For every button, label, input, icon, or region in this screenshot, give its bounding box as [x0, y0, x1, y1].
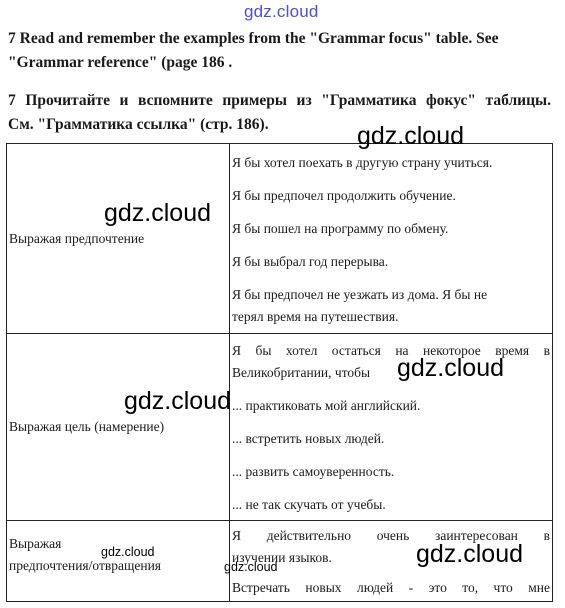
row-label-line-2: предпочтения/отвращения [9, 558, 162, 573]
task-russian-line-2: См. "Грамматика ссылка" (стр. 186). [8, 116, 269, 133]
example-line: ... не так скучать от учебы. [232, 496, 386, 512]
example-line: Я бы предпочел не уезжать из дома. Я бы не [232, 286, 488, 302]
example-line: ... практиковать мой английский. [232, 397, 421, 413]
watermark: gdz.cloud [416, 540, 524, 568]
watermark: gdz.cloud [397, 354, 505, 382]
example-line: ... встретить новых людей. [232, 430, 385, 446]
example-line: терял время на путешествия. [232, 308, 399, 324]
example-line: Я бы хотел остаться на некоторое время в [232, 342, 550, 358]
examples-cell [230, 144, 553, 334]
task-russian [8, 89, 551, 137]
task-english-line-2: "Grammar reference" (page 186 . [8, 54, 233, 71]
task-russian-line-1: 7 Прочитайте и вспомните примеры из "Грамматика фокус" таблицы. [8, 92, 551, 109]
example-line: изучении языков. [232, 549, 332, 565]
watermark: gdz.cloud [124, 387, 232, 415]
example-line: Встречать новых людей - это то, что мне [232, 579, 550, 595]
example-line: Великобритании, чтобы [232, 364, 371, 380]
watermark: gdz.cloud [357, 122, 465, 150]
example-line: Я бы пошел на программу по обмену. [232, 220, 449, 236]
example-line: Я бы хотел поехать в другую страну учиться. [232, 154, 493, 170]
row-label-cell [7, 521, 230, 602]
row-label: Выражая цель (намерение) [9, 419, 165, 434]
row-label-line-1: Выражая [9, 536, 62, 551]
examples-cell [230, 334, 553, 521]
example-line: Я бы выбрал год перерыва. [232, 253, 389, 269]
row-label-cell [7, 144, 230, 334]
watermark-small: gdz.cloud [224, 560, 278, 574]
watermark: gdz.cloud [104, 199, 212, 227]
example-line: Я действительно очень заинтересован в [232, 527, 550, 543]
watermark-small: gdz.cloud [101, 545, 155, 559]
example-line: ... развить самоуверенность. [232, 463, 395, 479]
example-line: Я бы предпочел продолжить обучение. [232, 187, 456, 203]
row-label: Выражая предпочтение [9, 230, 145, 246]
row-label-cell [7, 334, 230, 521]
header-watermark: gdz.cloud [244, 2, 319, 21]
task-english [8, 27, 551, 75]
task-english-line-1: 7 Read and remember the examples from the "Grammar focus" table. See [8, 30, 499, 47]
table-row [7, 144, 553, 334]
